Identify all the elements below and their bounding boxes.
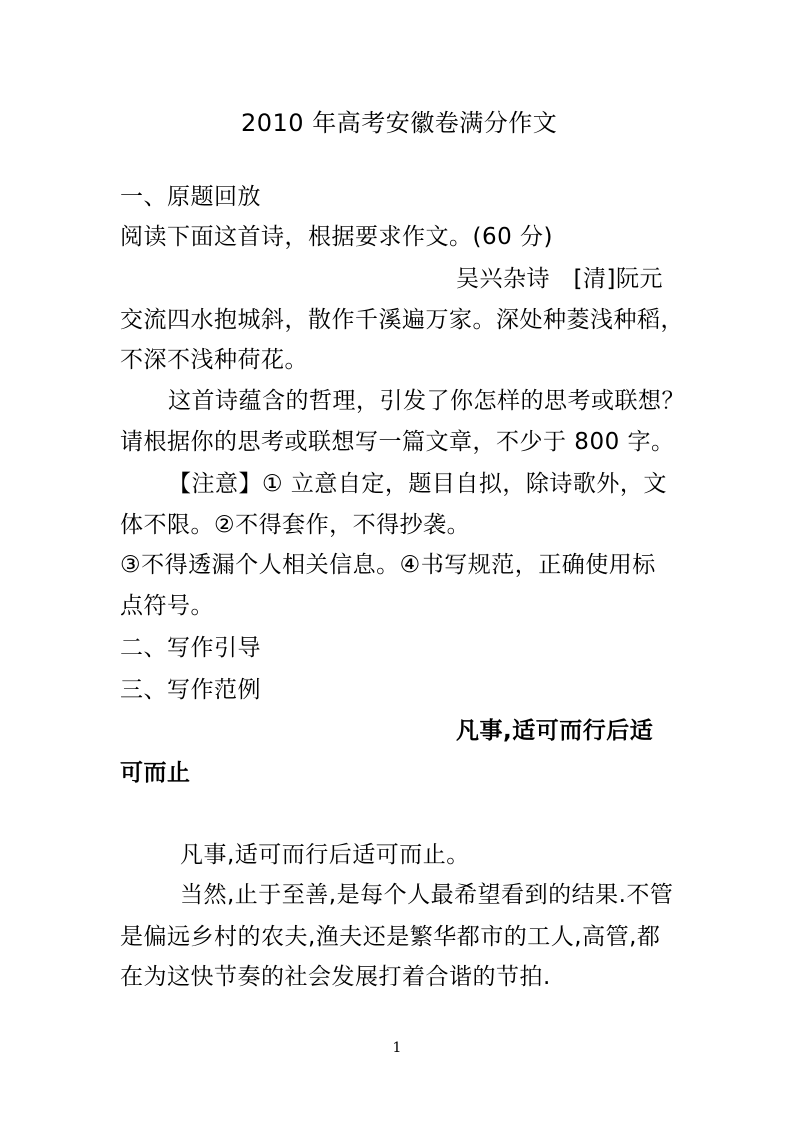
poem-line-1: 交流四水抱城斜，散作千溪遍万家。深处种菱浅种稻， — [120, 307, 684, 333]
essay-paragraph-2-line-3: 在为这快节奏的社会发展打着合谐的节拍. — [120, 964, 551, 990]
prompt-intro: 阅读下面这首诗，根据要求作文。(60 分) — [120, 224, 554, 250]
essay-title-line-2: 可而止 — [120, 760, 191, 786]
section1-heading: 一、原题回放 — [120, 184, 261, 210]
poem-line-2: 不深不浅种荷花。 — [120, 347, 308, 373]
notice-line-3: ③不得透漏个人相关信息。④书写规范，正确使用标 — [120, 552, 656, 578]
document-title: 2010 年高考安徽卷满分作文 — [241, 109, 558, 137]
notice-line-4: 点符号。 — [120, 593, 214, 619]
notice-line-2: 体不限。②不得套作，不得抄袭。 — [120, 512, 471, 538]
section3-heading: 三、写作范例 — [120, 677, 261, 703]
poem-byline: 吴兴杂诗 [清]阮元 — [456, 266, 663, 292]
question-line-1: 这首诗蕴含的哲理，引发了你怎样的思考或联想？ — [168, 388, 685, 414]
section2-heading: 二、写作引导 — [120, 635, 261, 661]
page-number: 1 — [392, 1040, 402, 1056]
essay-paragraph-1: 凡事,适可而行后适可而止。 — [180, 842, 470, 868]
essay-paragraph-2-line-2: 是偏远乡村的农夫,渔夫还是繁华都市的工人,高管,都 — [120, 924, 661, 950]
essay-title-line-1: 凡事,适可而行后适 — [456, 718, 654, 744]
question-line-2: 请根据你的思考或联想写一篇文章，不少于 800 字。 — [120, 429, 675, 455]
essay-paragraph-2-line-1: 当然,止于至善,是每个人最希望看到的结果.不管 — [180, 882, 674, 908]
notice-line-1: 【注意】① 立意自定，题目自拟，除诗歌外，文 — [168, 471, 667, 497]
